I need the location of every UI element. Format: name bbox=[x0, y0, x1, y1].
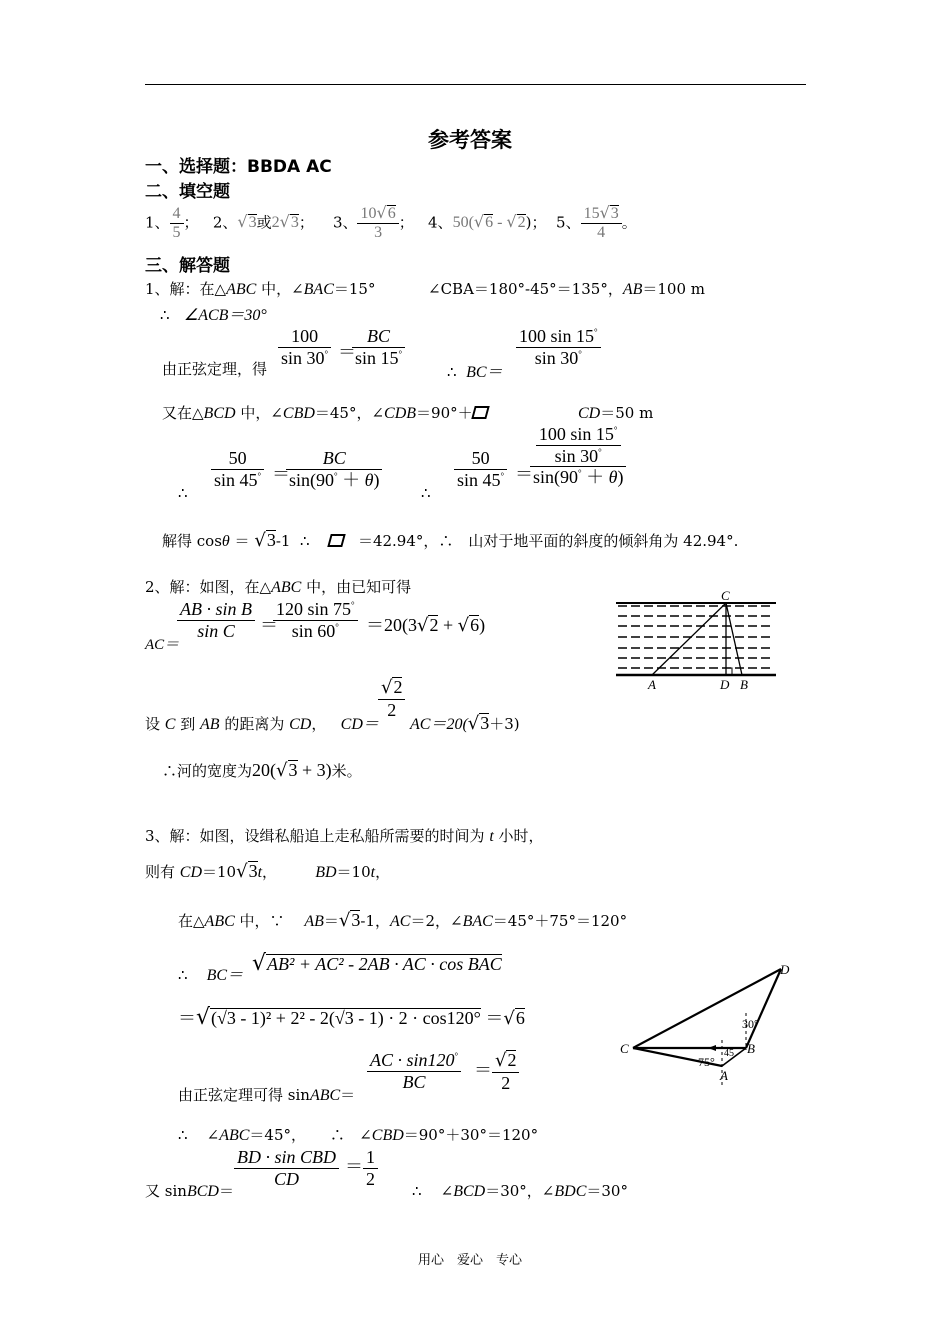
p3-bc-line: ∴ BC＝ bbox=[178, 966, 244, 984]
p1-angle-acb: ∴ ∠ACB＝30° bbox=[160, 306, 267, 324]
theta-placeholder-icon bbox=[471, 406, 489, 419]
fill-answers-line: 1、 $\frac{4}{5}$ ； 2、√3或2√3； 3、 $\frac{10√6}{3}$ ； 4、50(√6 - √2)； 5、 $\frac{15√3}{4}$ 。 bbox=[145, 203, 637, 242]
expr-50-sqrt6-sqrt2: 50(√6 - √2 bbox=[452, 212, 526, 232]
p1-compound-fraction: $\frac{\frac{100 \sin 15^\circ}{\sin 30^\circ}}{\sin(90^\circ + \theta)}$ bbox=[530, 424, 626, 488]
p1-equals-2: ＝ bbox=[272, 464, 290, 484]
section-fill-header: 二、填空题 bbox=[145, 182, 230, 202]
p3-angle-line: ∴ ∠ABC＝45°， ∴ ∠CBD＝90°＋30°＝120° bbox=[178, 1126, 539, 1144]
p1-therefore-b: ∴ bbox=[421, 484, 431, 502]
p1-angle-cba: ∠CBA＝180°-45°＝135°，AB＝100 m bbox=[428, 280, 705, 298]
section-solutions-header: 三、解答题 bbox=[145, 256, 230, 276]
angle-45-label: 45 bbox=[724, 1048, 734, 1059]
p1-therefore-a: ∴ bbox=[178, 484, 188, 502]
p1-law-of-sines-label: 由正弦定理，得 bbox=[162, 360, 268, 378]
fraction-10sqrt6-3: $\frac{10√6}{3}$ bbox=[357, 204, 398, 243]
section-choice-answers: 一、选择题：BBDA AC bbox=[145, 157, 332, 177]
p3-sin-abc-line: 由正弦定理可得 sinABC＝ bbox=[178, 1086, 356, 1104]
p2-fraction-sqrt2-2: $\frac{√2}{2}$ bbox=[378, 677, 405, 720]
p1-equals-3: ＝ bbox=[515, 464, 533, 484]
pursuit-diagram bbox=[616, 958, 796, 1090]
p1-result-line: 解得 cosθ ＝ √3-1 ∴ ＝42.94°，∴ 山对于地平面的斜度的倾斜角为 42.94°. bbox=[162, 530, 739, 551]
point-b-label: B bbox=[740, 677, 748, 692]
p1-fraction-50-sin45-a: $\frac{50}{\sin 45^\circ}$ bbox=[211, 448, 264, 490]
p1-equals: ＝ bbox=[338, 342, 356, 362]
p2-ac-expr: AC＝20(√3＋3) bbox=[410, 713, 520, 734]
point-d-label: D bbox=[720, 677, 730, 692]
p3-line3: 在△ABC 中，∵ AB＝√3-1，AC＝2，∠BAC＝45°＋75°＝120° bbox=[178, 910, 628, 931]
p3-equals-half: ＝ $\frac{1}{2}$ bbox=[345, 1147, 378, 1189]
point-a-label: A bbox=[648, 677, 656, 692]
p2-line1: 2、解：如图，在△ABC 中，由已知可得 bbox=[145, 578, 412, 596]
p2-ac-label: AC＝ bbox=[145, 637, 180, 653]
page-title: 参考答案 bbox=[428, 128, 512, 152]
p3-law-numeric: ＝√(√3 - 1)² + 2² - 2(√3 - 1) · 2 · cos120° ＝√6 bbox=[178, 1005, 525, 1030]
p1-therefore-bc: ∴ BC＝ bbox=[447, 363, 503, 381]
p1-line3: 又在△BCD 中，∠CBD＝45°，∠CDB＝90°＋ bbox=[162, 402, 488, 423]
pursuit-point-c-label: C bbox=[620, 1041, 629, 1056]
angle-30-label: 30° bbox=[742, 1017, 759, 1031]
fraction-15sqrt3-4: $\frac{15√3}{4}$ bbox=[581, 204, 622, 243]
p1-cd-value: CD＝50 m bbox=[578, 404, 654, 422]
fraction-4-5: $\frac{4}{5}$ bbox=[170, 205, 184, 243]
p2-river-width: ∴河的宽度为20(√3 + 3)米。 bbox=[162, 760, 362, 781]
p1-fraction-bc-sin15: $\frac{BC}{\sin 15^\circ}$ bbox=[352, 326, 405, 368]
p3-line2: 则有 CD＝10√3t， BD＝10t， bbox=[145, 861, 391, 882]
p2-equals: ＝ bbox=[260, 615, 278, 635]
two-sqrt-3: 2√3 bbox=[271, 212, 299, 232]
p2-fraction-absinb-sinc: $\frac{\text{AB · sin B}}{\text{sin C}}$ bbox=[177, 599, 255, 641]
p1-fraction-100sin15-sin30: $\frac{100 \sin 15^\circ}{\sin 30^\circ}$ bbox=[516, 326, 601, 368]
page-footer: 用心 爱心 专心 bbox=[418, 1253, 523, 1268]
p1-fraction-100-sin30: $\frac{100}{\sin 30^\circ}$ bbox=[278, 326, 331, 368]
river-diagram bbox=[612, 588, 780, 692]
pursuit-point-a-label: A bbox=[720, 1068, 728, 1083]
p3-final-angles: ∴ ∠BCD＝30°，∠BDC＝30° bbox=[412, 1182, 628, 1200]
theta-placeholder-icon-2 bbox=[327, 534, 345, 547]
p3-fraction-acsin120-bc: $\frac{AC \cdot \sin 120^\circ}{BC}$ bbox=[367, 1050, 461, 1092]
p2-distance-line: 设 C 到 AB 的距离为 CD， CD＝ bbox=[145, 715, 379, 733]
p1-fraction-bc-sin90: $\frac{BC}{\sin(90^\circ + \theta)}$ bbox=[286, 448, 382, 490]
header-rule bbox=[145, 84, 806, 85]
pursuit-point-d-label: D bbox=[780, 962, 790, 977]
pursuit-point-b-label: B bbox=[747, 1041, 755, 1056]
p3-sin-bcd-label: 又 sinBCD＝ bbox=[145, 1182, 234, 1200]
sqrt-3: √3 bbox=[237, 212, 257, 232]
p1-line1: 1、解：在△ABC 中，∠BAC＝15° bbox=[145, 280, 376, 298]
p3-equals-sqrt2-2: ＝ $\frac{√2}{2}$ bbox=[474, 1050, 519, 1093]
p1-fraction-50-sin45-b: $\frac{50}{\sin 45^\circ}$ bbox=[454, 448, 507, 490]
p2-result-expr: ＝20(3√2 + √6) bbox=[366, 615, 486, 636]
p2-fraction-120sin75-sin60: $\frac{120 \sin 75^\circ}{\sin 60^\circ}$ bbox=[273, 599, 358, 641]
point-c-label: C bbox=[721, 588, 730, 603]
p3-law-of-cosines: √AB² + AC² - 2AB · AC · cos BAC bbox=[252, 951, 502, 976]
p3-line1: 3、解：如图，设缉私船追上走私船所需要的时间为 t 小时， bbox=[145, 827, 544, 845]
angle-75-label: 75° bbox=[698, 1055, 715, 1069]
p3-fraction-bdsin-cd: $\frac{\text{BD · sin CBD}}{CD}$ bbox=[234, 1147, 339, 1189]
